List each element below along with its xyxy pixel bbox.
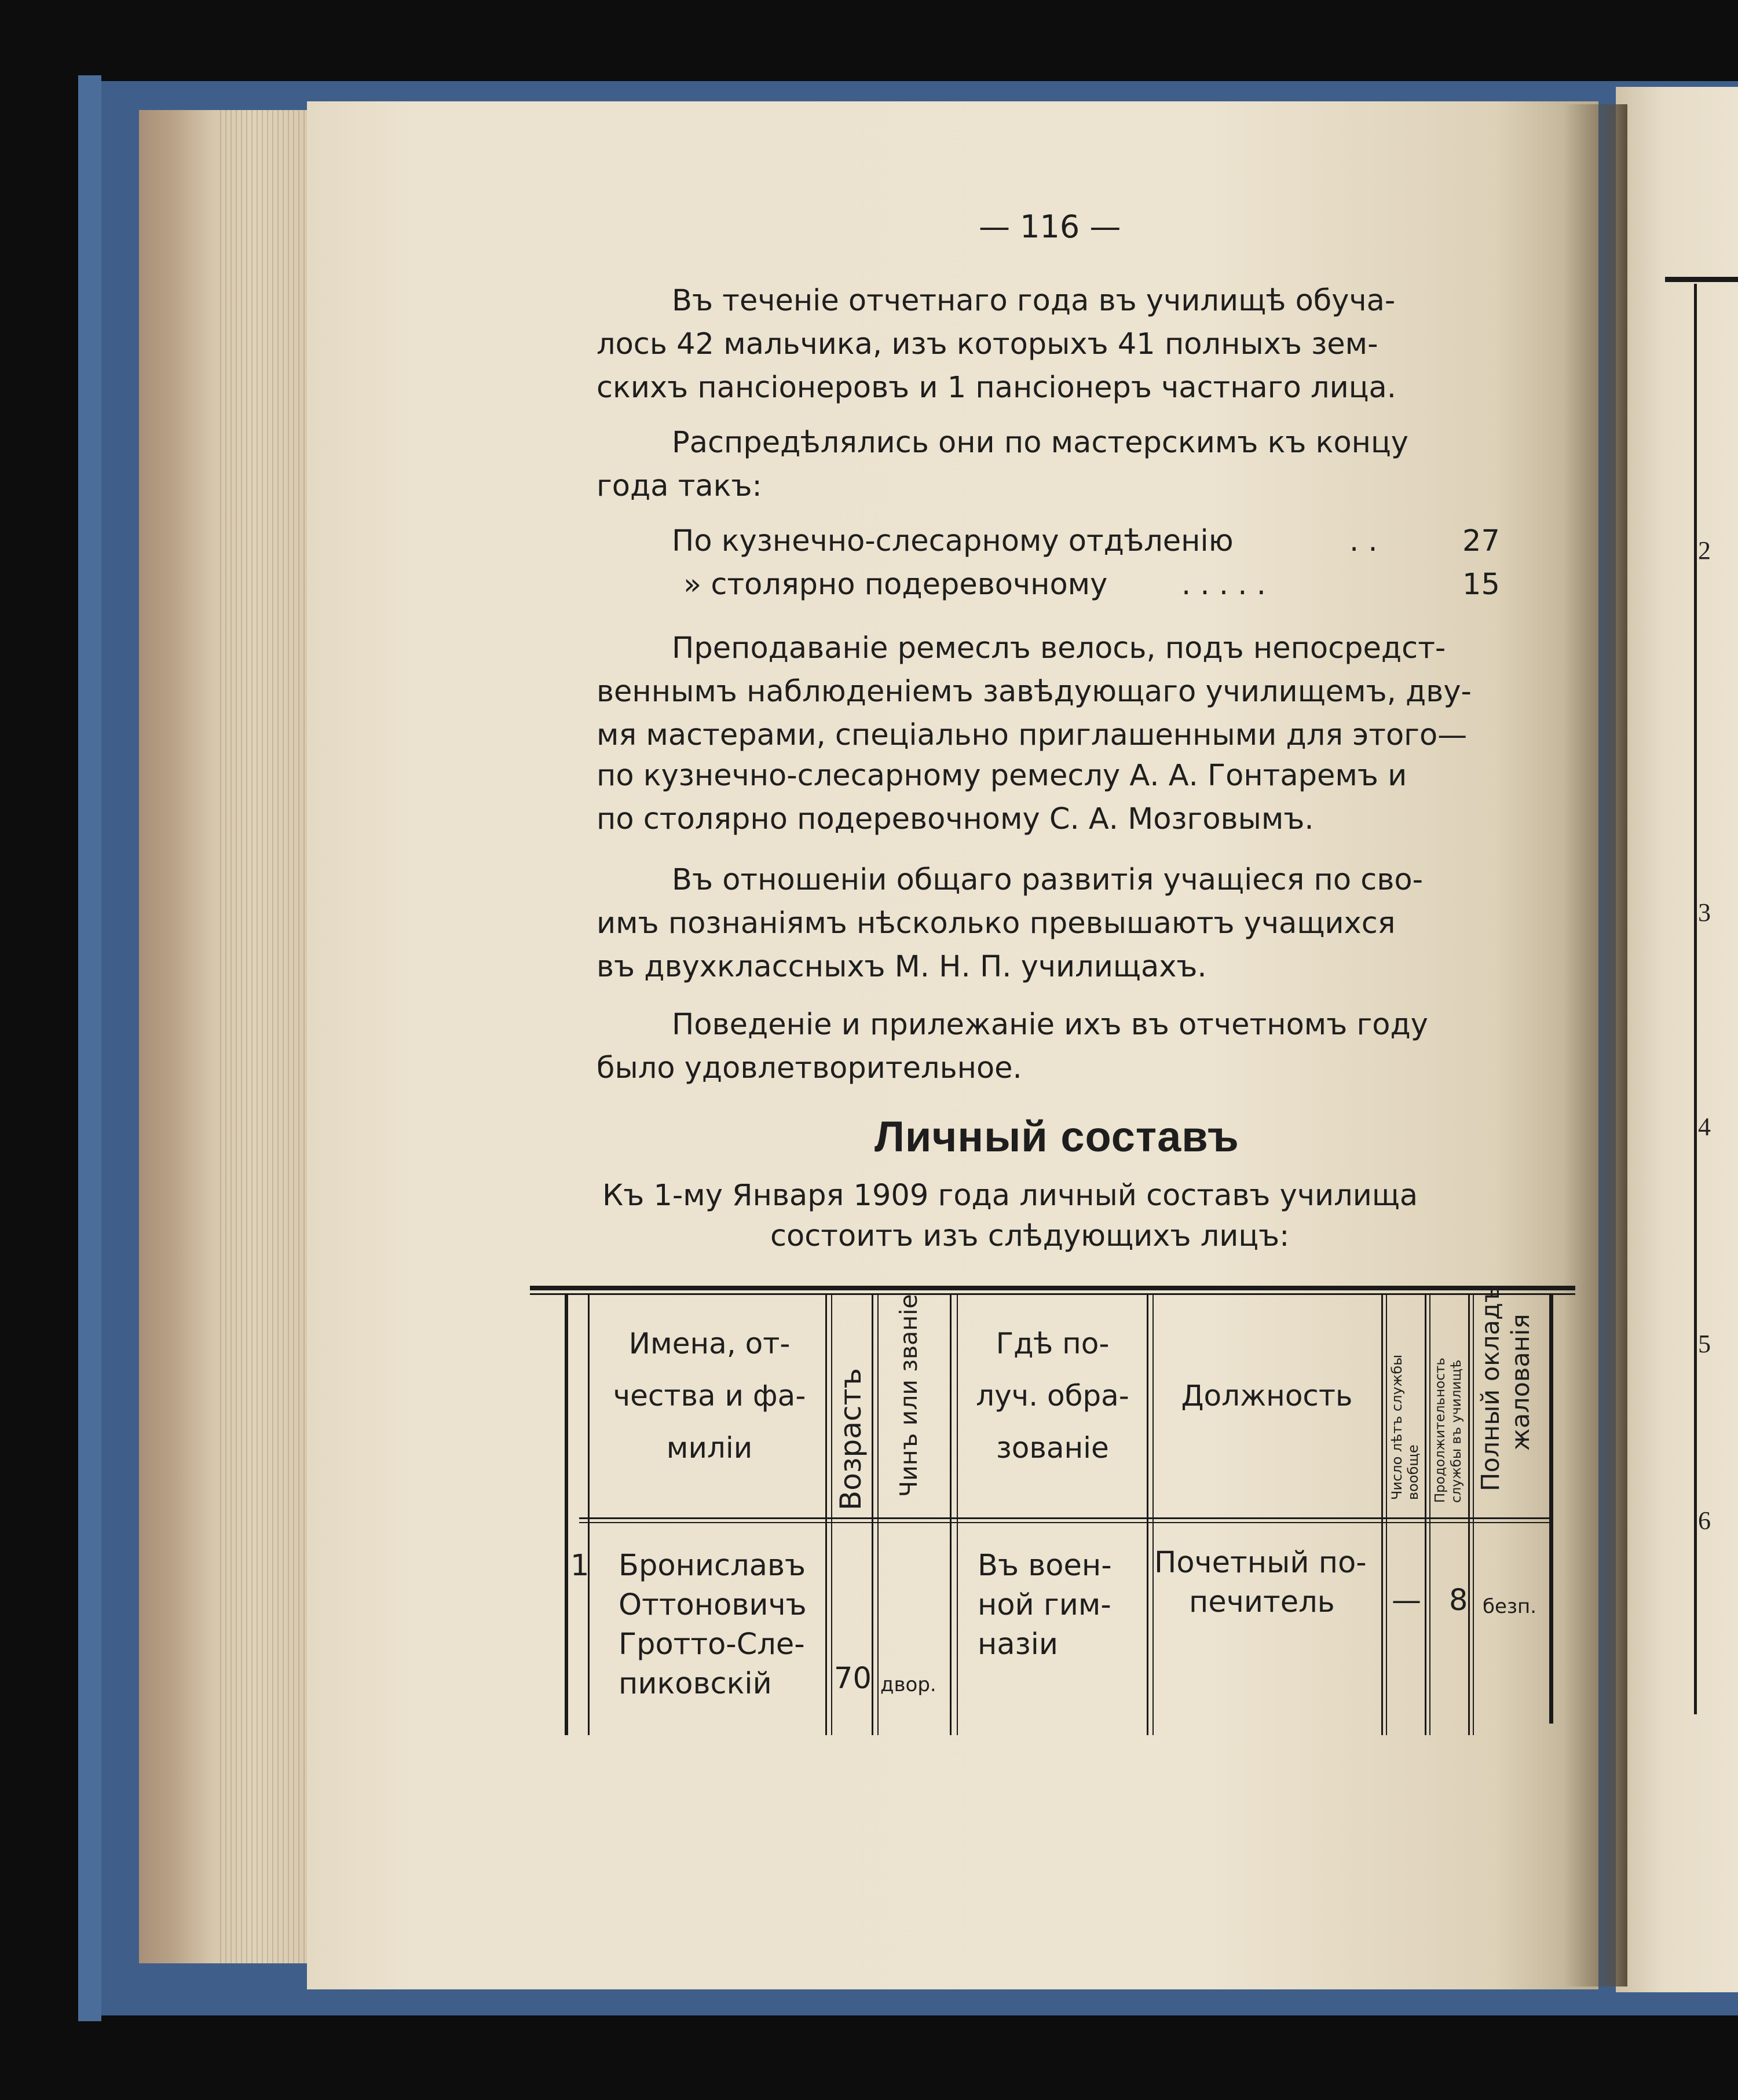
paragraph-line: по кузнечно-слесарному ремеслу А. А. Гонтаремъ и: [597, 759, 1407, 793]
header-line: жалованія: [1506, 1314, 1535, 1451]
paragraph-line: Поведеніе и прилежаніе ихъ въ отчетномъ году: [672, 1008, 1428, 1042]
cell-line: Почетный по-: [1154, 1546, 1367, 1580]
page-number: — 116 —: [979, 208, 1121, 245]
facing-table-rule: [1665, 277, 1738, 282]
table-column-line: [1386, 1295, 1387, 1735]
intro-line: Къ 1-му Января 1909 года личный составъ училища: [602, 1179, 1418, 1213]
header-line: чества и фа-: [613, 1379, 806, 1413]
table-column-line: [950, 1295, 952, 1735]
facing-table-line: [1694, 284, 1697, 1714]
paragraph-line: Преподаваніе ремеслъ велось, подъ непосредст-: [672, 631, 1446, 665]
cell-service-years: —: [1392, 1583, 1421, 1618]
table-top-rule: [530, 1293, 1575, 1295]
header-line: миліи: [666, 1431, 753, 1465]
paragraph-line: Въ отношеніи общаго развитія учащіеся по сво-: [672, 863, 1424, 897]
table-column-line: [1425, 1295, 1426, 1735]
header-line: Имена, от-: [628, 1327, 791, 1360]
table-header-rule: [579, 1522, 1552, 1523]
cell-line: Оттоновичъ: [619, 1588, 807, 1622]
table-column-line: [1152, 1295, 1154, 1735]
paragraph-line: имъ познаніямъ нѣсколько превышаютъ учащихся: [597, 906, 1396, 941]
paragraph-line: мя мастерами, спеціально приглашенными для этого—: [597, 718, 1468, 752]
paragraph-line: Въ теченіе отчетнаго года въ училищѣ обуча-: [672, 284, 1396, 318]
header-position: Должность: [1181, 1379, 1353, 1413]
paragraph-line: Распредѣлялись они по мастерскимъ къ концу: [672, 426, 1408, 460]
table-right-border: [1549, 1295, 1553, 1724]
cell-salary: безп.: [1483, 1595, 1537, 1618]
header-line: вообще: [1405, 1444, 1421, 1500]
cell-age: 70: [834, 1662, 872, 1696]
header-line: Гдѣ по-: [996, 1327, 1110, 1360]
row-number: 1: [570, 1549, 590, 1583]
header-age: Возрастъ: [834, 1368, 868, 1510]
cell-service-duration: 8: [1449, 1583, 1468, 1618]
right-page: [1616, 87, 1738, 1992]
cell-rank: двор.: [880, 1673, 936, 1696]
cell-line: Въ воен-: [978, 1549, 1112, 1583]
cell-position: [1154, 1543, 1367, 1622]
cell-line: Брониславъ: [619, 1549, 806, 1583]
paragraph-line: въ двухклассныхъ М. Н. П. училищахъ.: [597, 950, 1207, 984]
table-column-line: [825, 1295, 827, 1735]
cell-line: ной гим-: [978, 1588, 1111, 1622]
section-heading: Личный составъ: [875, 1113, 1239, 1161]
paragraph-line: года такъ:: [597, 469, 762, 503]
header-education: [958, 1318, 1147, 1474]
header-rank: Чинъ или званіе: [895, 1294, 923, 1497]
cell-line: пиковскій: [619, 1667, 772, 1701]
header-line: Число лѣтъ службы: [1389, 1354, 1405, 1500]
facing-row-number: 5: [1698, 1330, 1711, 1358]
header-service-years: [1389, 1355, 1421, 1500]
facing-row-number: 3: [1698, 898, 1711, 927]
paragraph-line: скихъ пансіонеровъ и 1 пансіонеръ частнаго лица.: [597, 371, 1396, 405]
header-line: службы въ училищѣ: [1449, 1359, 1464, 1503]
distribution-count: 15: [1462, 568, 1500, 602]
book-gutter: [1564, 104, 1627, 1986]
cell-education: [978, 1546, 1112, 1664]
table-column-line: [588, 1295, 590, 1735]
distribution-label: » столярно подеревочному: [683, 568, 1108, 602]
paragraph-line: по столярно подеревочному С. А. Мозговымъ.: [597, 802, 1314, 836]
table-top-rule: [530, 1286, 1575, 1290]
table-left-border: [565, 1295, 568, 1735]
table-column-line: [1468, 1295, 1470, 1735]
facing-row-number: 4: [1698, 1113, 1711, 1141]
book-spine-edge: [78, 75, 101, 2021]
table-column-line: [1473, 1295, 1474, 1735]
header-names: [597, 1318, 822, 1474]
table-column-line: [872, 1295, 873, 1735]
facing-row-number: 2: [1698, 536, 1711, 565]
cell-name: [619, 1546, 807, 1704]
facing-row-number: 6: [1698, 1506, 1711, 1535]
header-salary: [1476, 1285, 1536, 1491]
paragraph-line: лось 42 мальчика, изъ которыхъ 41 полныхъ зем-: [597, 327, 1378, 361]
table-column-line: [831, 1295, 832, 1735]
distribution-label: По кузнечно-слесарному отдѣленію: [672, 524, 1234, 558]
distribution-dots: . .: [1349, 524, 1378, 558]
table-column-line: [1147, 1295, 1148, 1735]
table-header-rule: [579, 1517, 1552, 1519]
table-column-line: [1381, 1295, 1383, 1735]
page-stack-edges: [220, 110, 307, 1963]
paragraph-line: было удовлетворительное.: [597, 1051, 1022, 1085]
header-line: Полный окладъ: [1476, 1285, 1505, 1491]
cell-line: Гротто-Сле-: [619, 1627, 805, 1662]
table-column-line: [877, 1295, 879, 1735]
table-column-line: [1429, 1295, 1430, 1735]
header-line: зованіе: [996, 1431, 1109, 1465]
distribution-count: 27: [1462, 524, 1500, 558]
header-line: Продолжительность: [1433, 1358, 1448, 1503]
table-column-line: [957, 1295, 958, 1735]
header-line: луч. обра-: [976, 1379, 1129, 1413]
paragraph-line: веннымъ наблюденіемъ завѣдующаго училищемъ, дву-: [597, 675, 1472, 709]
distribution-dots: . . . . .: [1181, 568, 1266, 602]
cell-line: назіи: [978, 1627, 1059, 1662]
intro-line: состоитъ изъ слѣдующихъ лицъ:: [770, 1219, 1290, 1253]
header-service-duration: [1432, 1358, 1465, 1503]
cell-line: печитель: [1189, 1585, 1335, 1619]
